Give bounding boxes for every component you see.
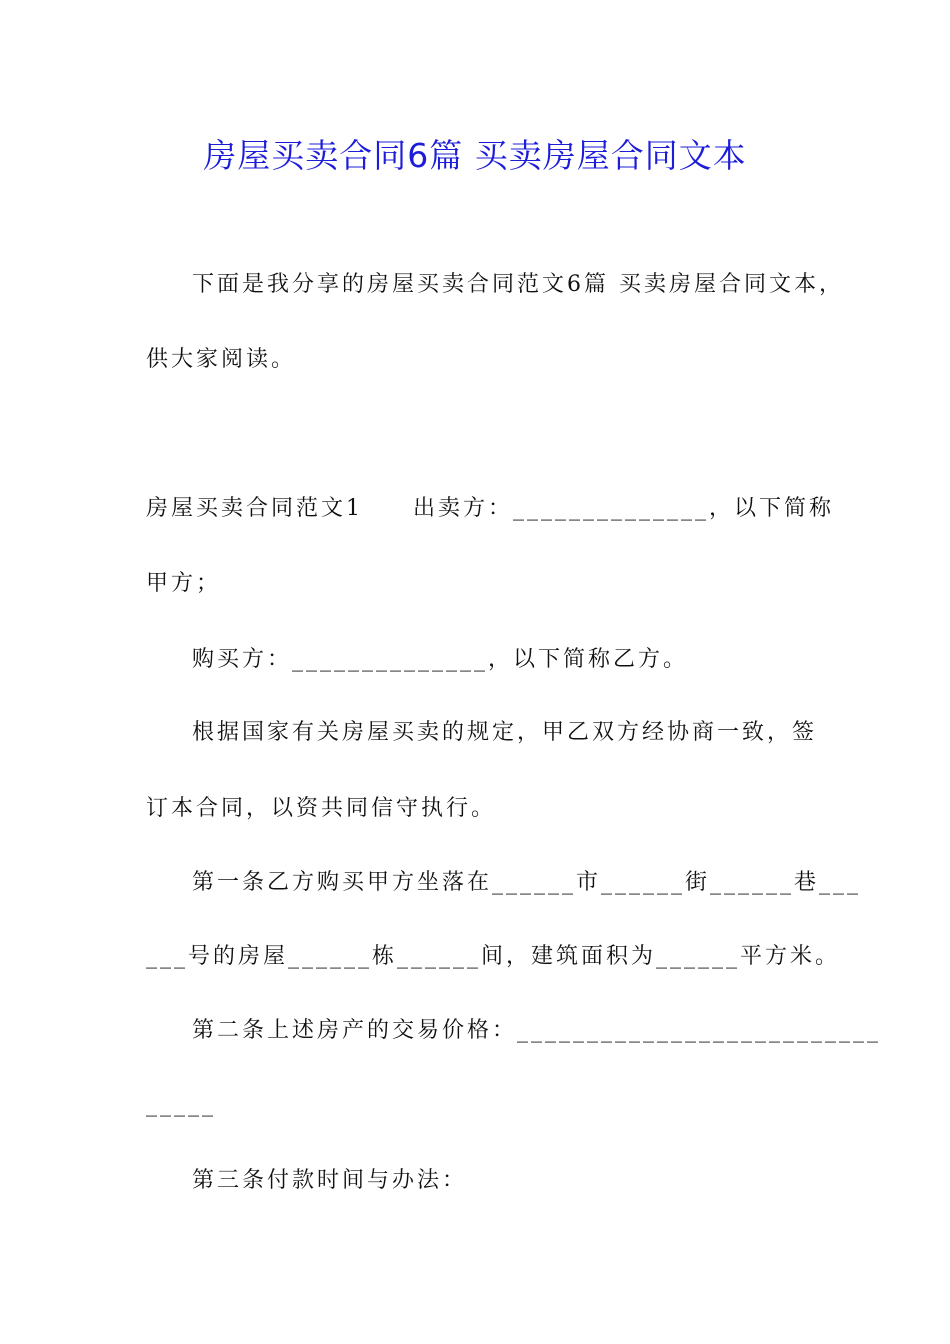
buyer-line: 购买方：______________，以下简称乙方。 [192, 647, 689, 672]
intro-line-1: 下面是我分享的房屋买卖合同范文6篇 买卖房屋合同文本， [192, 272, 844, 297]
article-3-line: 第三条付款时间与办法： [192, 1168, 468, 1193]
intro-line-2: 供大家阅读。 [146, 347, 297, 372]
article-2-line-2: _____ [146, 1092, 216, 1117]
article-1-line-1: 第一条乙方购买甲方坐落在______市______街______巷___ [192, 870, 862, 895]
contract-heading-line: 房屋买卖合同范文1 出卖方：______________，以下简称 [146, 496, 834, 521]
preamble-line-1: 根据国家有关房屋买卖的规定，甲乙双方经协商一致，签 [192, 720, 818, 745]
seller-line-2: 甲方； [146, 571, 222, 596]
article-1-line-2: ___号的房屋______栋______间，建筑面积为______平方米。 [146, 944, 841, 969]
document-title: 房屋买卖合同6篇 买卖房屋合同文本 [203, 136, 747, 175]
article-2-line-1: 第二条上述房产的交易价格：__________________________ [192, 1018, 882, 1043]
preamble-line-2: 订本合同，以资共同信守执行。 [146, 796, 497, 821]
